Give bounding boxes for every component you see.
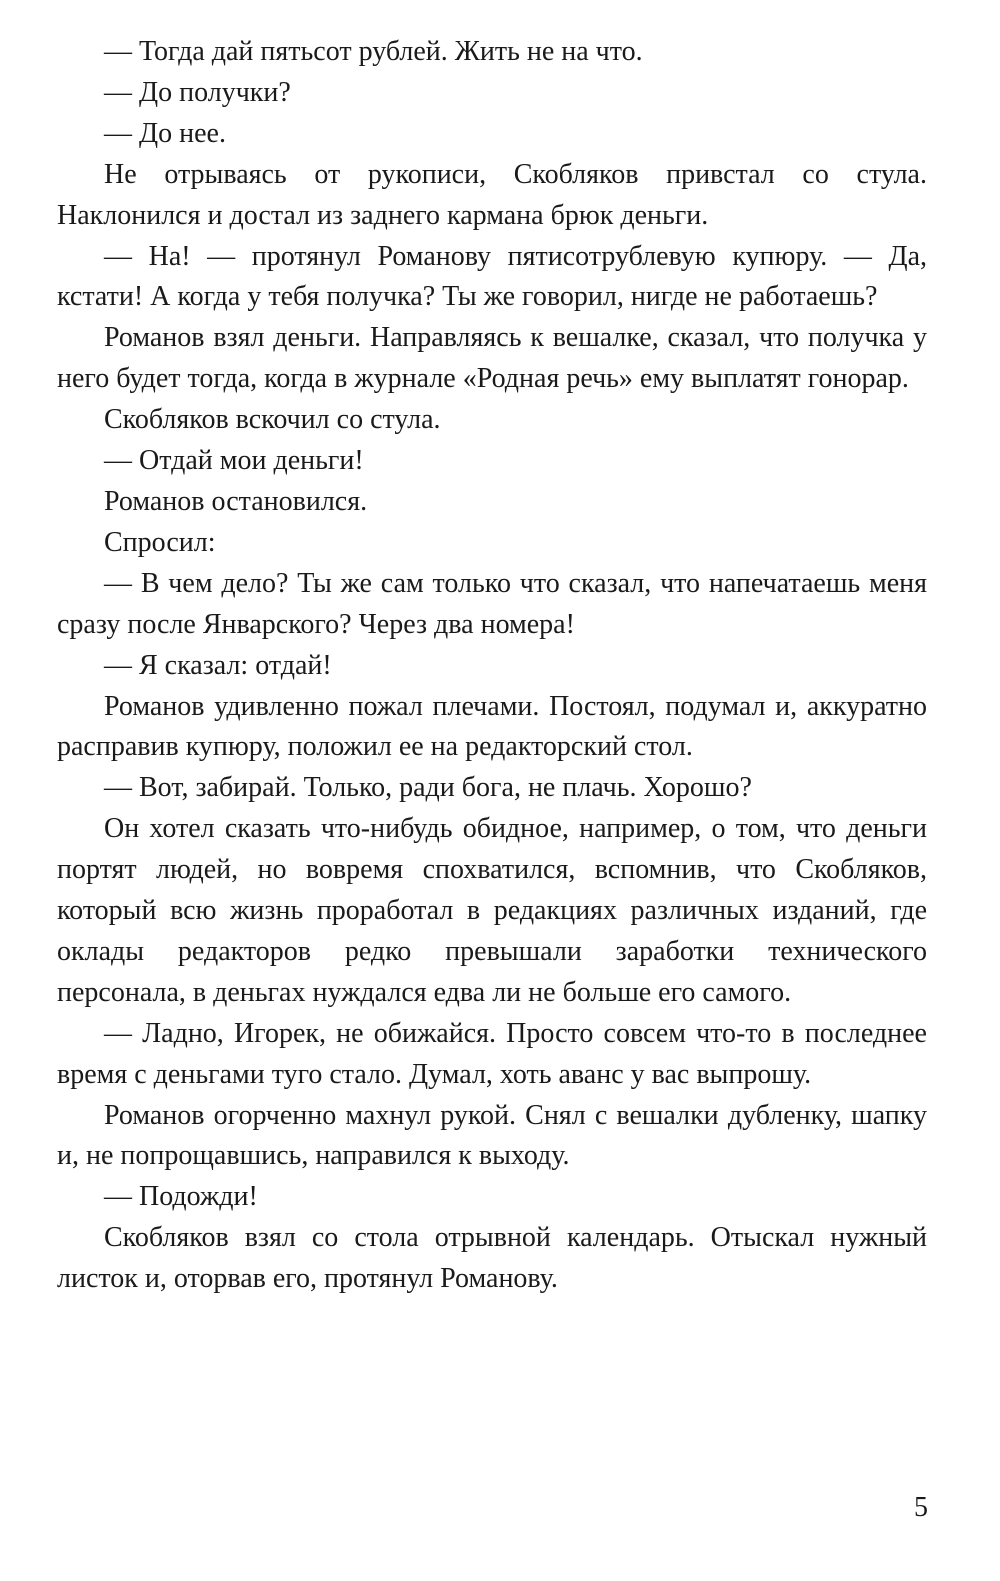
page-body: [57, 32, 927, 1300]
paragraph: — На! — протянул Романову пятисотрублевую купюру. — Да, кстати! А когда у тебя получка? Ты же говорил, нигде не работаешь?: [57, 240, 927, 313]
page-number: 5: [914, 1492, 928, 1523]
paragraph: — Отдай мои деньги!: [104, 445, 364, 477]
paragraph: Спросил:: [104, 526, 216, 558]
paragraph: — Ладно, Игорек, не обижайся. Просто совсем что-то в последнее время с деньгами туго стало. Думал, хоть аванс у вас выпрошу.: [57, 1017, 927, 1090]
paragraph: — Тогда дай пятьсот рублей. Жить не на что.: [104, 36, 643, 67]
paragraph: Скобляков вскочил со стула.: [104, 404, 441, 436]
paragraph: Скобляков взял со стола отрывной календарь. Отыскал нужный листок и, оторвав его, протянул Романову.: [57, 1222, 927, 1295]
paragraph: — До нее.: [104, 117, 226, 149]
paragraph: — Подожди!: [104, 1181, 258, 1213]
paragraph: — Я сказал: отдай!: [104, 649, 332, 681]
paragraph: — Вот, забирай. Только, ради бога, не плачь. Хорошо?: [104, 772, 752, 804]
paragraph: — В чем дело? Ты же сам только что сказал, что напечатаешь меня сразу после Январского? Через два номера!: [57, 567, 927, 640]
paragraph: Не отрываясь от рукописи, Скобляков привстал со стула. Наклонился и достал из заднего кармана брюк деньги.: [57, 158, 927, 231]
paragraph: — До получки?: [104, 76, 291, 108]
paragraph: Романов огорченно махнул рукой. Снял с вешалки дубленку, шапку и, не попрощавшись, направился к выходу.: [57, 1099, 927, 1172]
paragraph: Романов взял деньги. Направляясь к вешалке, сказал, что получка у него будет тогда, когда в журнале «Родная речь» ему выплатят гонорар.: [57, 322, 927, 395]
paragraph: Романов остановился.: [104, 485, 368, 517]
paragraph: Он хотел сказать что-нибудь обидное, например, о том, что деньги портят людей, но вовремя спохватился, вспомнив, что Скобляков, который всю жизнь проработал в редакциях различных изданий, где оклады редакторов редко превышали заработки технического персонала, в деньгах нуждался едва ли не больше его самого.: [57, 813, 927, 1008]
paragraph: Романов удивленно пожал плечами. Постоял, подумал и, аккуратно расправив купюру, положил ее на редакторский стол.: [57, 690, 927, 763]
